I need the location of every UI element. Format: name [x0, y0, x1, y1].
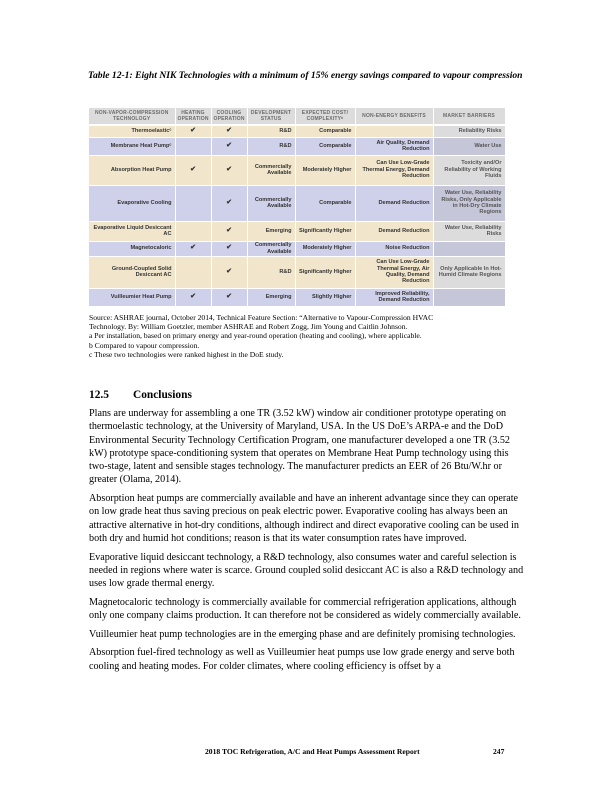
- table-row: [89, 185, 505, 221]
- cell-cost: Comparable: [295, 125, 355, 137]
- cell-cost: Slightly Higher: [295, 288, 355, 306]
- cell-status: Commercially Available: [247, 185, 295, 221]
- cell-status: Emerging: [247, 221, 295, 241]
- body-text: [89, 407, 529, 678]
- header-technology: NON-VAPOR-COMPRESSION TECHNOLOGY: [89, 108, 175, 125]
- paragraph: Evaporative liquid desiccant technology, a R&D technology, also consumes water and careful selection is needed in regions where water is scarce. Ground coupled solid desiccant AC is also a R&D technology and uses low grade thermal energy.: [89, 551, 524, 590]
- section-number: 12.5: [89, 389, 109, 401]
- table-source-notes: [89, 313, 529, 359]
- table-row: [89, 155, 505, 185]
- table-row: [89, 221, 505, 241]
- cell-cooling: ✔: [211, 221, 247, 241]
- cell-status: Emerging: [247, 288, 295, 306]
- header-cooling: COOLING OPERATION: [211, 108, 247, 125]
- section-title: Conclusions: [133, 389, 192, 401]
- page-number: 247: [493, 747, 505, 756]
- table-row: [89, 256, 505, 288]
- cell-barriers: [433, 241, 505, 256]
- cell-cost: Comparable: [295, 137, 355, 155]
- paragraph: Plans are underway for assembling a one TR (3.52 kW) window air conditioner prototype operating on thermoelastic technology, at the University of Maryland, USA. In the US DoE’s ARPA-e and the DoD Environmental Security Technology Certification Program, one manufacturer developed a one TR (3.52 kW) prototype space-conditioning system that operates on Membrane Heat Pump technology using this two-stage, latent and sensible stages technology. The manufacturer predicts an EER of 26 Btu/W.hr or greater (Olama, 2014).: [89, 408, 510, 486]
- table-row: [89, 288, 505, 306]
- cell-technology: Absorption Heat Pump: [89, 155, 175, 185]
- cell-heating: [175, 185, 211, 221]
- footer-report-title: 2018 TOC Refrigeration, A/C and Heat Pumps Assessment Report: [205, 747, 420, 756]
- cell-benefits: Demand Reduction: [355, 221, 433, 241]
- source-line: Technology. By: William Goetzler, member ASHRAE and Robert Zogg, Jim Young and Caitlin Johnson.: [89, 322, 408, 332]
- cell-cooling: ✔: [211, 288, 247, 306]
- cell-benefits: Can Use Low-Grade Thermal Energy, Air Quality, Demand Reduction: [355, 256, 433, 288]
- cell-heating: ✔: [175, 288, 211, 306]
- cell-benefits: Improved Reliability, Demand Reduction: [355, 288, 433, 306]
- technology-table: [89, 108, 506, 307]
- cell-technology: Thermoelasticᶜ: [89, 125, 175, 137]
- cell-technology: Magnetocaloric: [89, 241, 175, 256]
- table-header-row: [89, 108, 505, 125]
- cell-barriers: Reliability Risks: [433, 125, 505, 137]
- table-row: [89, 125, 505, 137]
- cell-cost: Comparable: [295, 185, 355, 221]
- footnote-c: c These two technologies were ranked highest in the DoE study.: [89, 349, 284, 359]
- cell-barriers: [433, 288, 505, 306]
- table-caption: Table 12-1: Eight NIK Technologies with a minimum of 15% energy savings compared to vapour compression: [88, 70, 523, 81]
- cell-status: Commercially Available: [247, 241, 295, 256]
- cell-cooling: ✔: [211, 137, 247, 155]
- cell-barriers: Only Applicable In Hot-Humid Climate Regions: [433, 256, 505, 288]
- table-row: [89, 241, 505, 256]
- cell-cooling: ✔: [211, 241, 247, 256]
- header-cost: EXPECTED COST/ COMPLEXITYᵇ: [295, 108, 355, 125]
- cell-benefits: [355, 125, 433, 137]
- cell-technology: Vuilleumier Heat Pump: [89, 288, 175, 306]
- cell-benefits: Noise Reduction: [355, 241, 433, 256]
- cell-technology: Evaporative Liquid Desiccant AC: [89, 221, 175, 241]
- cell-cost: Moderately Higher: [295, 155, 355, 185]
- cell-heating: ✔: [175, 155, 211, 185]
- cell-benefits: Demand Reduction: [355, 185, 433, 221]
- cell-technology: Membrane Heat Pumpᶜ: [89, 137, 175, 155]
- footnote-a: a Per installation, based on primary energy and year-round operation (heating and cooling), where applicable.: [89, 331, 422, 341]
- cell-technology: Ground-Coupled Solid Desiccant AC: [89, 256, 175, 288]
- cell-cooling: ✔: [211, 185, 247, 221]
- cell-barriers: Toxicity and/Or Reliability of Working Fluids: [433, 155, 505, 185]
- table-row: [89, 137, 505, 155]
- cell-cooling: ✔: [211, 155, 247, 185]
- paragraph: Vuilleumier heat pump technologies are in the emerging phase and are definitely promising technologies.: [89, 628, 516, 640]
- cell-heating: [175, 137, 211, 155]
- cell-cooling: ✔: [211, 125, 247, 137]
- header-heating: HEATING OPERATION: [175, 108, 211, 125]
- paragraph: Magnetocaloric technology is commercially available for commercial refrigeration applications, although only one company claims production. It can therefore not be considered as widely commercially available.: [89, 596, 521, 622]
- paragraph: Absorption fuel-fired technology as well as Vuilleumier heat pumps use low grade energy and serve both cooling and heating modes. For colder climates, where cooling efficiency is offset by a: [89, 647, 515, 672]
- header-benefits: NON-ENERGY BENEFITS: [355, 108, 433, 125]
- header-status: DEVELOPMENT STATUS: [247, 108, 295, 125]
- cell-barriers: Water Use, Reliability Risks, Only Applicable in Hot-Dry Climate Regions: [433, 185, 505, 221]
- header-barriers: MARKET BARRIERS: [433, 108, 505, 125]
- cell-benefits: Air Quality, Demand Reduction: [355, 137, 433, 155]
- cell-technology: Evaporative Cooling: [89, 185, 175, 221]
- cell-benefits: Can Use Low-Grade Thermal Energy, Demand Reduction: [355, 155, 433, 185]
- cell-heating: [175, 221, 211, 241]
- cell-heating: ✔: [175, 241, 211, 256]
- cell-status: Commercially Available: [247, 155, 295, 185]
- cell-cost: Moderately Higher: [295, 241, 355, 256]
- section-heading: [89, 389, 192, 401]
- cell-status: R&D: [247, 256, 295, 288]
- source-line: Source: ASHRAE journal, October 2014, Technical Feature Section: “Alternative to Vapour-Compression HVAC: [89, 313, 434, 322]
- footnote-b: b Compared to vapour compression.: [89, 340, 200, 350]
- cell-barriers: Water Use: [433, 137, 505, 155]
- paragraph: Absorption heat pumps are commercially available and have an inherent advantage since they can operate on low grade heat thus saving precious on peak electric power. Evaporative cooling has always been an attractive alternative in hot-dry conditions, although indirect and direct evaporative cooling can be used in both dry and humid hot conditions; reason is that its water consumption rates have improved.: [89, 493, 519, 544]
- cell-status: R&D: [247, 125, 295, 137]
- cell-heating: ✔: [175, 125, 211, 137]
- cell-cost: Significantly Higher: [295, 221, 355, 241]
- cell-heating: [175, 256, 211, 288]
- cell-cost: Significantly Higher: [295, 256, 355, 288]
- cell-barriers: Water Use, Reliability Risks: [433, 221, 505, 241]
- cell-status: R&D: [247, 137, 295, 155]
- cell-cooling: ✔: [211, 256, 247, 288]
